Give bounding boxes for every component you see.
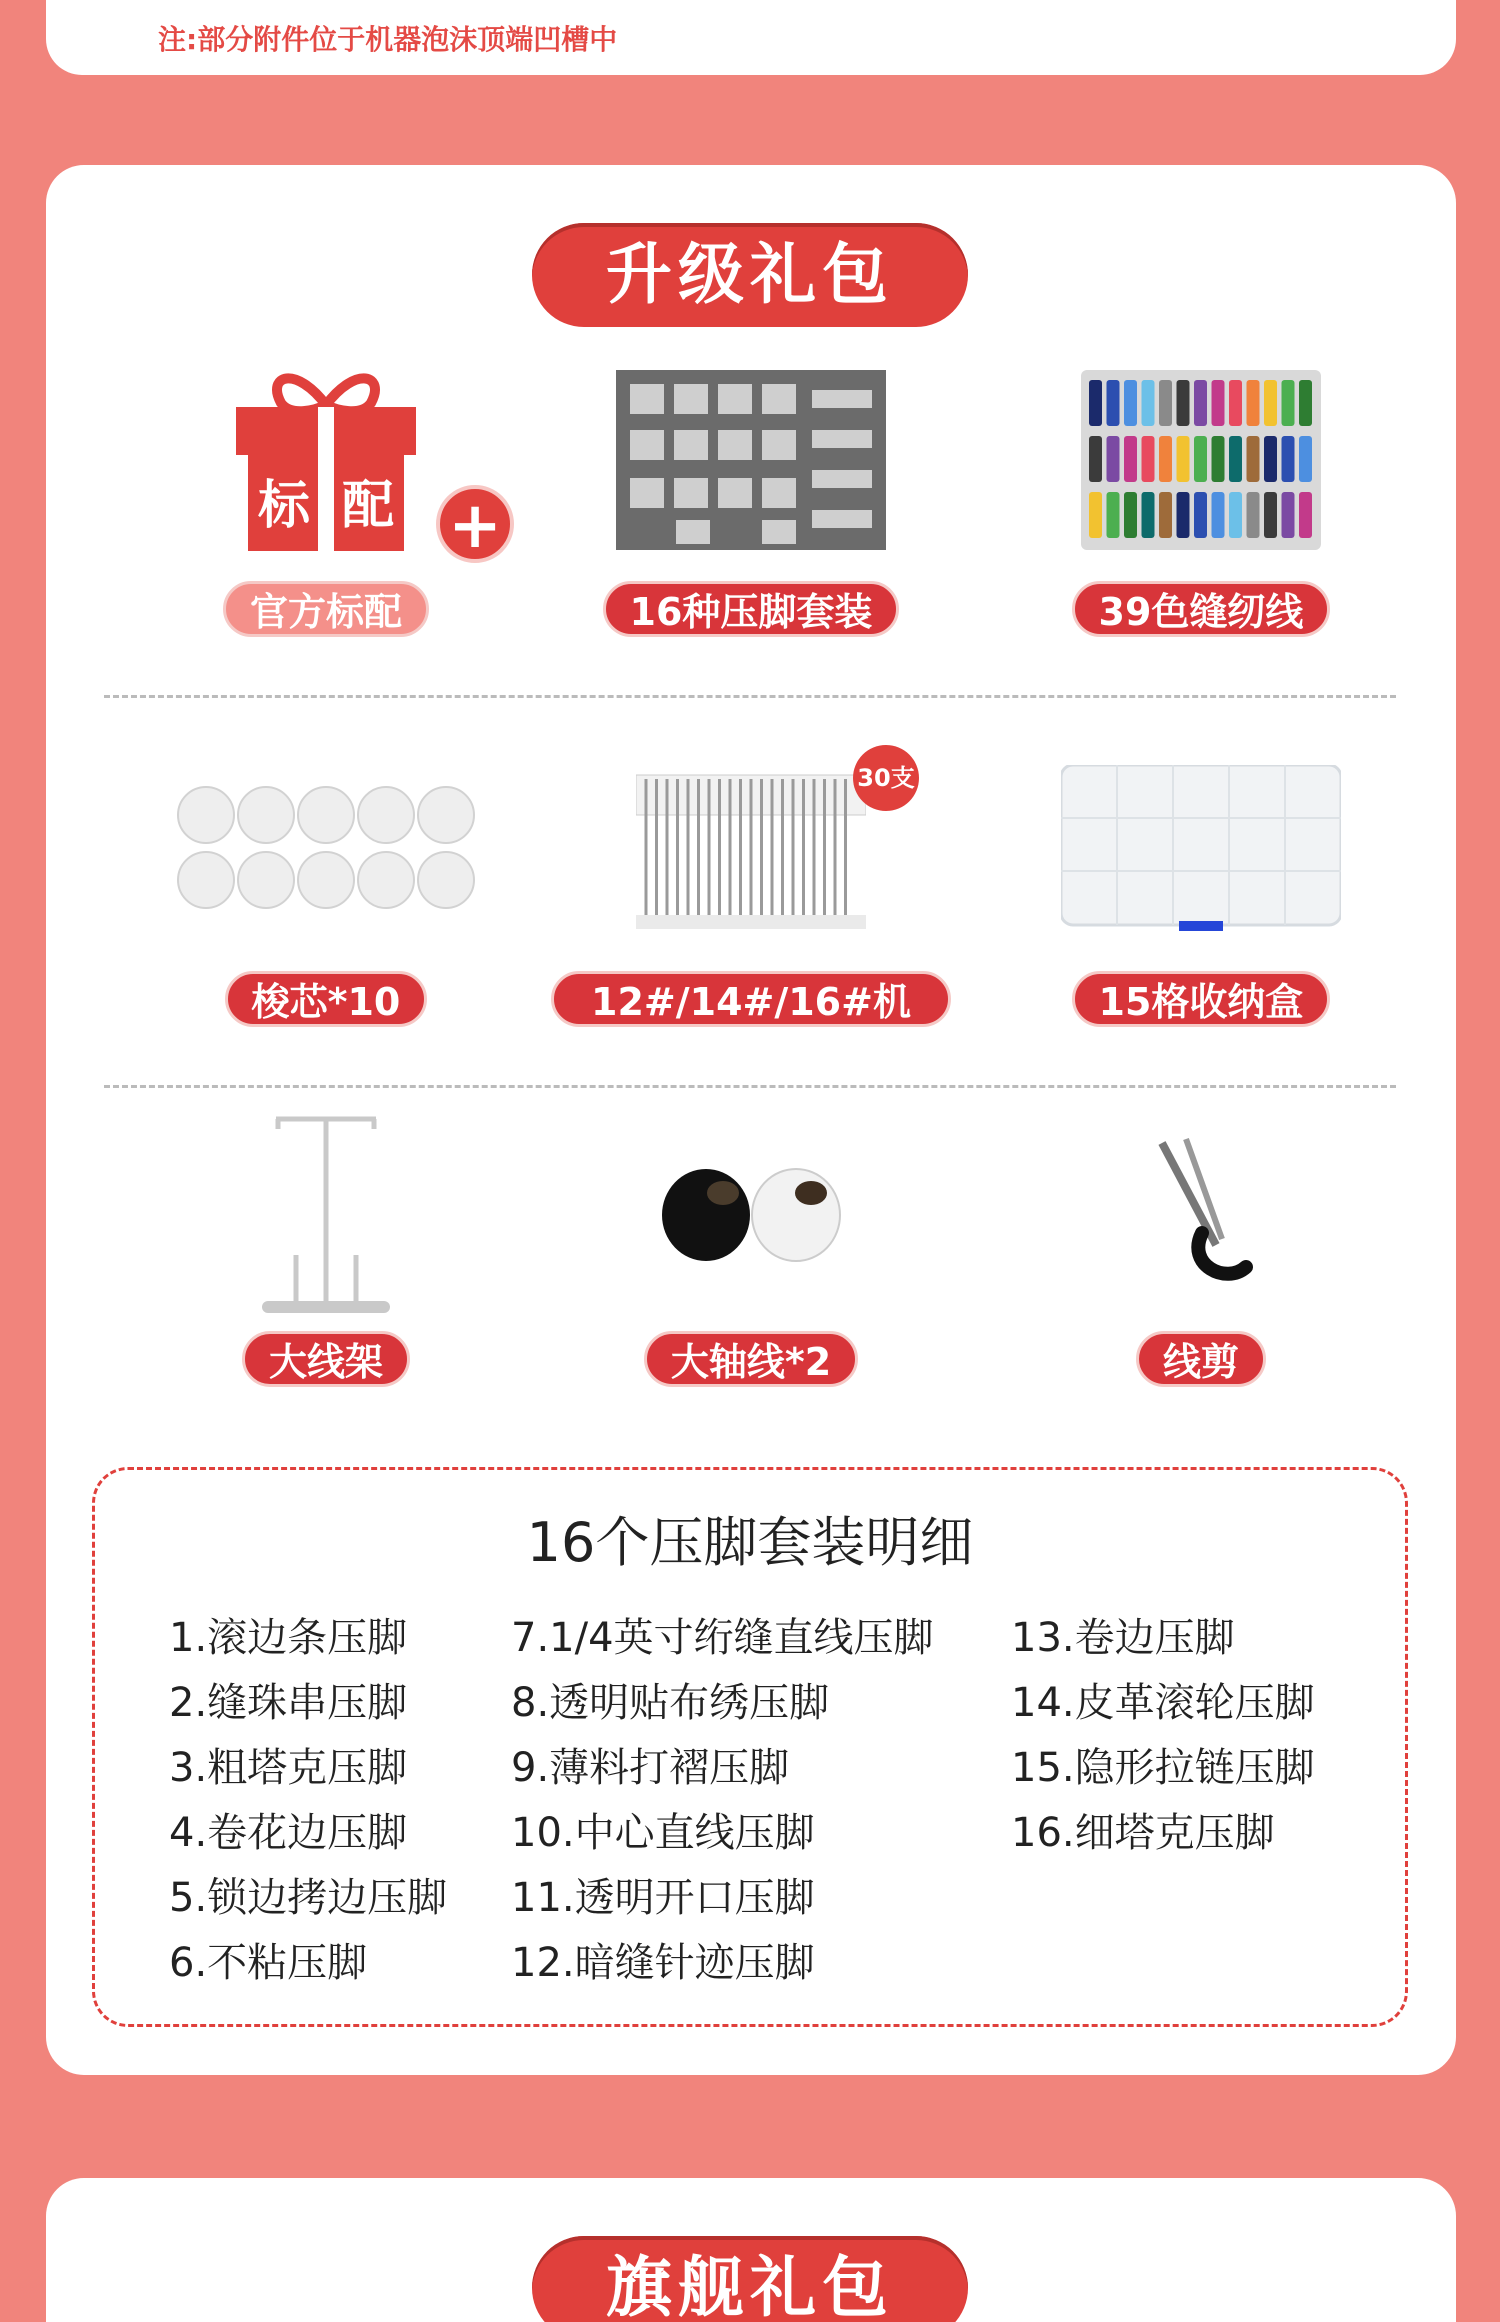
flagship-package-title: 旗舰礼包 [532,2236,968,2322]
item-needles [551,755,951,1080]
list-item: 14.皮革滚轮压脚 [1011,1680,1315,1726]
large-spools-image [551,1115,951,1305]
item-label: 16种压脚套装 [603,581,900,637]
presser-feet-detail-box [92,1467,1408,2027]
quantity-badge: 30支 [853,745,919,811]
list-item: 12.暗缝针迹压脚 [511,1940,815,1986]
storage-box-image [1001,755,1401,945]
list-item: 16.细塔克压脚 [1011,1810,1275,1856]
item-label: 梭芯*10 [225,971,428,1027]
list-item: 1.滚边条压脚 [169,1615,408,1661]
bobbins-image [126,755,526,945]
item-label: 15格收纳盒 [1072,971,1331,1027]
item-label: 大线架 [242,1331,410,1387]
divider [104,1085,1396,1088]
needles-image [551,755,951,945]
item-label: 12#/14#/16#机针 [551,971,951,1027]
detail-title: 16个压脚套装明细 [526,1511,974,1574]
scissors-icon [1001,1115,1401,1305]
list-item: 9.薄料打褶压脚 [511,1745,790,1791]
list-item: 13.卷边压脚 [1011,1615,1235,1661]
item-thread-stand [126,1115,526,1387]
detail-column-2 [511,1606,934,1996]
list-item: 2.缝珠串压脚 [169,1680,408,1726]
list-item: 10.中心直线压脚 [511,1810,815,1856]
list-item: 3.粗塔克压脚 [169,1745,408,1791]
list-item: 8.透明贴布绣压脚 [511,1680,830,1726]
item-thread-snips [1001,1115,1401,1387]
thread-box-image [1001,365,1401,555]
item-label: 大轴线*2 [644,1331,858,1387]
item-presser-feet-set [551,365,951,637]
list-item: 5.锁边拷边压脚 [169,1875,448,1921]
item-large-spools [551,1115,951,1387]
attachment-note: 注:部分附件位于机器泡沫顶端凹槽中 [158,23,618,56]
item-thread-39 [1001,365,1401,637]
flagship-package-card [46,2178,1456,2322]
item-label: 39色缝纫线 [1072,581,1331,637]
list-item: 11.透明开口压脚 [511,1875,815,1921]
note-card [46,0,1456,75]
presser-feet-image [551,365,951,555]
divider [104,695,1396,698]
list-item: 7.1/4英寸绗缝直线压脚 [511,1615,934,1661]
svg-text:配: 配 [341,476,395,536]
thread-stand-image [126,1115,526,1305]
detail-column-1 [169,1606,447,1996]
upgrade-package-title: 升级礼包 [532,223,968,327]
item-storage-box [1001,755,1401,1027]
upgrade-package-card [46,165,1456,2075]
item-label: 官方标配 [223,581,429,637]
list-item: 15.隐形拉链压脚 [1011,1745,1315,1791]
item-label: 线剪 [1136,1331,1266,1387]
detail-column-3 [1011,1606,1315,1866]
item-bobbins [126,755,526,1027]
plus-icon: + [436,485,514,563]
list-item: 4.卷花边压脚 [169,1810,408,1856]
list-item: 6.不粘压脚 [169,1940,368,1986]
svg-text:标: 标 [257,476,311,536]
